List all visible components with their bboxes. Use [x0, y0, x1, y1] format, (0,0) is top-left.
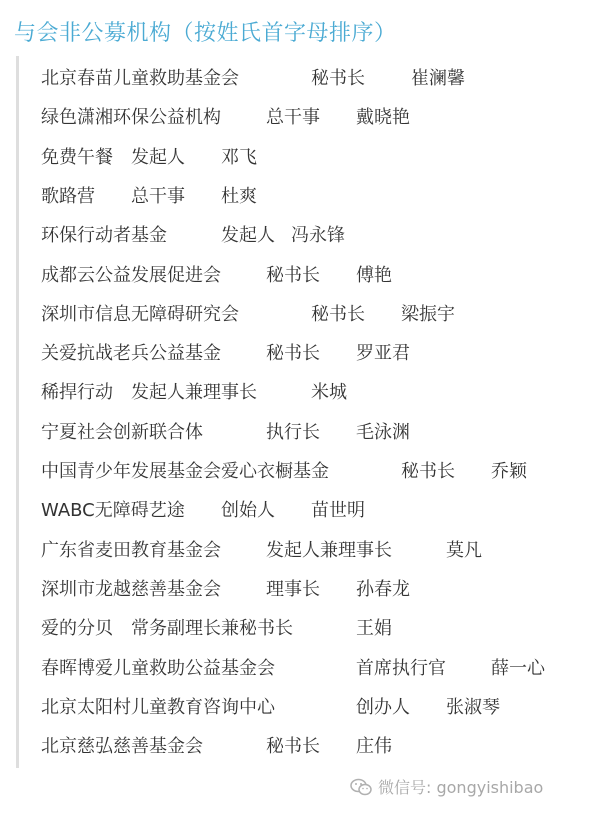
person-name: 苗世明	[311, 500, 365, 522]
person-name: 毛泳渊	[356, 421, 410, 443]
role-title: 发起人	[131, 146, 185, 168]
role-title: 总干事	[266, 107, 320, 129]
person-name: 冯永锋	[291, 225, 345, 247]
org-name: 环保行动者基金	[41, 225, 167, 247]
person-name: 戴晓艳	[356, 107, 410, 129]
org-name: 免费午餐	[41, 146, 113, 168]
watermark-text: 微信号: gongyishibao	[378, 778, 544, 797]
org-name: 宁夏社会创新联合体	[41, 421, 203, 443]
person-name: 薛一心	[491, 657, 545, 679]
role-title: 创办人	[356, 696, 410, 718]
role-title: 发起人兼理事长	[266, 539, 392, 561]
org-name: 北京春苗儿童救助基金会	[41, 68, 239, 89]
role-title: 发起人兼理事长	[131, 382, 257, 404]
person-name: 傅艳	[356, 264, 392, 286]
role-title: 常务副理长兼秘书长	[131, 618, 293, 640]
wechat-watermark	[350, 775, 543, 800]
person-name: 杜爽	[221, 185, 257, 207]
org-name: 北京太阳村儿童教育咨询中心	[41, 696, 275, 718]
role-title: 秘书长	[311, 303, 365, 325]
role-title: 总干事	[131, 185, 185, 207]
role-title: 秘书长	[311, 68, 365, 89]
org-name: 关爱抗战老兵公益基金	[41, 343, 221, 365]
organization-list	[16, 56, 599, 768]
person-name: 乔颖	[491, 461, 527, 482]
org-name: 爱的分贝	[41, 618, 113, 640]
wechat-icon	[350, 778, 372, 800]
org-name: 中国青少年发展基金会爱心衣橱基金	[41, 461, 329, 482]
org-name: 深圳市龙越慈善基金会	[41, 578, 221, 600]
role-title: 秘书长	[266, 343, 320, 365]
org-name: 春晖博爱儿童救助公益基金会	[41, 657, 275, 679]
person-name: 王娟	[356, 618, 392, 640]
org-name: 成都云公益发展促进会	[41, 264, 221, 286]
role-title: 秘书长	[266, 736, 320, 758]
org-name: 北京慈弘慈善基金会	[41, 736, 203, 758]
org-name: 稀捍行动	[41, 382, 113, 404]
section-heading: 与会非公募机构（按姓氏首字母排序）	[14, 21, 397, 46]
role-title: 秘书长	[266, 264, 320, 286]
person-name: 孙春龙	[356, 578, 410, 600]
org-name: 绿色潇湘环保公益机构	[41, 107, 221, 129]
person-name: 邓飞	[221, 146, 257, 168]
person-name: 梁振宇	[401, 303, 455, 325]
person-name: 崔澜馨	[411, 68, 465, 89]
org-name: WABC无障碍艺途	[41, 500, 185, 522]
org-name: 深圳市信息无障碍研究会	[41, 303, 239, 325]
role-title: 发起人	[221, 225, 275, 247]
org-name: 歌路营	[41, 185, 95, 207]
person-name: 米城	[311, 382, 347, 404]
person-name: 张淑琴	[446, 696, 500, 718]
role-title: 创始人	[221, 500, 275, 522]
person-name: 莫凡	[446, 539, 482, 561]
person-name: 罗亚君	[356, 343, 410, 365]
role-title: 首席执行官	[356, 657, 446, 679]
role-title: 执行长	[266, 421, 320, 443]
person-name: 庄伟	[356, 736, 392, 758]
role-title: 理事长	[266, 578, 320, 600]
org-name: 广东省麦田教育基金会	[41, 539, 221, 561]
role-title: 秘书长	[401, 461, 455, 482]
